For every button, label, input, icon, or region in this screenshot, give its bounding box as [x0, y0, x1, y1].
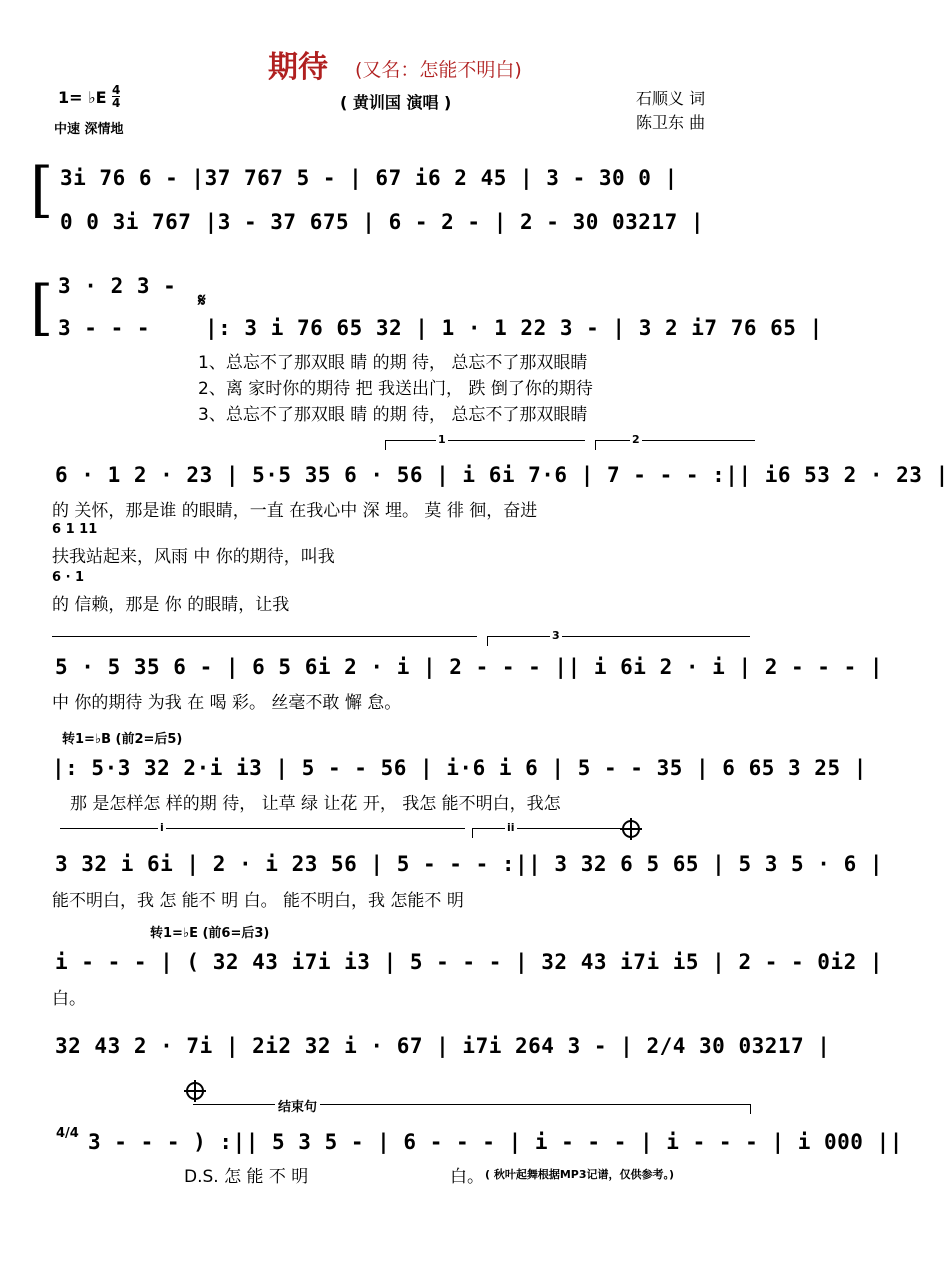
modulation-marking-2: 转1=♭E (前6=后3) — [150, 926, 270, 941]
system5-melody: |: 5·3 32 2·i i3 | 5 - - 56 | i·6 i 6 | 5 - - 35 | 6 65 3 25 | — [52, 756, 867, 780]
volta-label-3: 3 — [552, 629, 560, 642]
system2-melody: |: 3 i 76 65 32 | 1 · 1 22 3 - | 3 2 i7 76 65 | — [205, 316, 823, 340]
system9-lyric-end: 白。 — [450, 1167, 484, 1187]
volta-bracket-1 — [385, 440, 585, 441]
system6-lyric: 能不明白，我 怎 能不 明 白。 能不明白，我 怎能不 明 — [52, 891, 464, 911]
system3-lyric-3: 的 信赖，那是 你 的眼睛，让我 — [52, 595, 290, 615]
volta-label-1: 1 — [438, 433, 446, 446]
system7-melody: i - - - | ( 32 43 i7i i3 | 5 - - - | 32 43 i7i i5 | 2 - - 0i2 | — [55, 950, 884, 974]
lyric-verse-2: 2、离 家时你的期待 把 我送出门， 跌 倒了你的期待 — [198, 379, 593, 399]
ending-bracket-edge — [750, 1104, 751, 1114]
transcription-note: ( 秋叶起舞根据MP3记谱，仅供参考。) — [485, 1168, 675, 1181]
volta-bracket-1-edge — [385, 440, 386, 450]
system3-lyric-1: 的 关怀，那是谁 的眼睛，一直 在我心中 深 埋。 莫 徘 徊，奋进 — [52, 501, 538, 521]
volta-label-i: i — [160, 821, 164, 834]
system-bracket: [ — [30, 273, 54, 343]
segno-icon: 𝄋 — [198, 290, 206, 311]
key-signature: 1= ♭E — [58, 88, 107, 107]
volta-bracket-2 — [595, 440, 755, 441]
system1-lower-staff: 0 0 3i 767 |3 - 37 675 | 6 - 2 - | 2 - 30 03217 | — [60, 210, 705, 234]
modulation-marking-1: 转1=♭B (前2=后5) — [62, 732, 183, 747]
tempo-marking: 中速 深情地 — [54, 122, 124, 137]
volta-bracket-ii — [472, 828, 622, 829]
lyric-verse-3: 3、总忘不了那双眼 睛 的期 待， 总忘不了那双眼睛 — [198, 405, 588, 425]
volta-bracket-2-edge — [595, 440, 596, 450]
coda-icon — [186, 1082, 204, 1100]
system9-time-signature: 4/4 — [56, 1126, 79, 1141]
song-title: 期待 — [268, 50, 328, 85]
system4-melody: 5 · 5 35 6 - | 6 5 6i 2 · i | 2 - - - || i 6i 2 · i | 2 - - - | — [55, 655, 884, 679]
lyric-verse-1: 1、总忘不了那双眼 睛 的期 待， 总忘不了那双眼睛 — [198, 353, 588, 373]
system2-lower-staff: 3 - - - — [58, 316, 151, 340]
system9-lyric-ds: D.S. 怎 能 不 明 — [184, 1167, 309, 1187]
system3-melody: 6 · 1 2 · 23 | 5·5 35 6 · 56 | i 6i 7·6 | 7 - - - :|| i6 53 2 · 23 | — [55, 463, 949, 487]
singer-credit: ( 黄训国 演唱 ) — [340, 93, 452, 112]
composer-credit: 陈卫东 曲 — [636, 113, 706, 132]
system7-lyric: 白。 — [52, 989, 86, 1009]
volta-bracket-ii-edge — [472, 828, 473, 838]
volta-bracket-i — [60, 828, 465, 829]
system2-upper-staff: 3 · 2 3 - — [58, 274, 177, 298]
volta-label-2: 2 — [632, 433, 640, 446]
system6-melody: 3 32 i 6i | 2 · i 23 56 | 5 - - - :|| 3 32 6 5 65 | 5 3 5 · 6 | — [55, 852, 884, 876]
system-bracket: [ — [30, 155, 54, 225]
system1-upper-staff: 3i 76 6 - |37 767 5 - | 67 i6 2 45 | 3 - 30 0 | — [60, 166, 678, 190]
volta-bracket-b — [487, 636, 750, 637]
system3-lyric-2: 扶我站起来，风雨 中 你的期待，叫我 — [52, 547, 335, 567]
system9-melody: 3 - - - ) :|| 5 3 5 - | 6 - - - | i - - - | i - - - | i 000 || — [88, 1130, 903, 1154]
time-signature — [112, 84, 120, 109]
system3-alt-notes-a: 6 1 11 — [52, 522, 98, 537]
system3-alt-notes-b: 6 · 1 — [52, 570, 85, 585]
coda-icon — [622, 820, 640, 838]
system5-lyric: 那 是怎样怎 样的期 待， 让草 绿 让花 开， 我怎 能不明白，我怎 — [70, 794, 561, 814]
time-signature-bottom: 4 — [112, 96, 121, 110]
ending-label: 结束句 — [275, 1096, 320, 1115]
volta-bracket-b-edge — [487, 636, 488, 646]
volta-bracket-a — [52, 636, 477, 637]
system4-lyric: 中 你的期待 为我 在 喝 彩。 丝毫不敢 懈 怠。 — [52, 693, 402, 713]
system8-melody: 32 43 2 · 7i | 2i2 32 i · 67 | i7i 264 3 - | 2/4 30 03217 | — [55, 1034, 831, 1058]
time-signature-top: 4 — [112, 83, 121, 97]
volta-label-ii: ii — [507, 821, 515, 834]
lyricist-credit: 石顺义 词 — [636, 89, 706, 108]
song-subtitle: (又名：怎能不明白) — [355, 59, 522, 81]
